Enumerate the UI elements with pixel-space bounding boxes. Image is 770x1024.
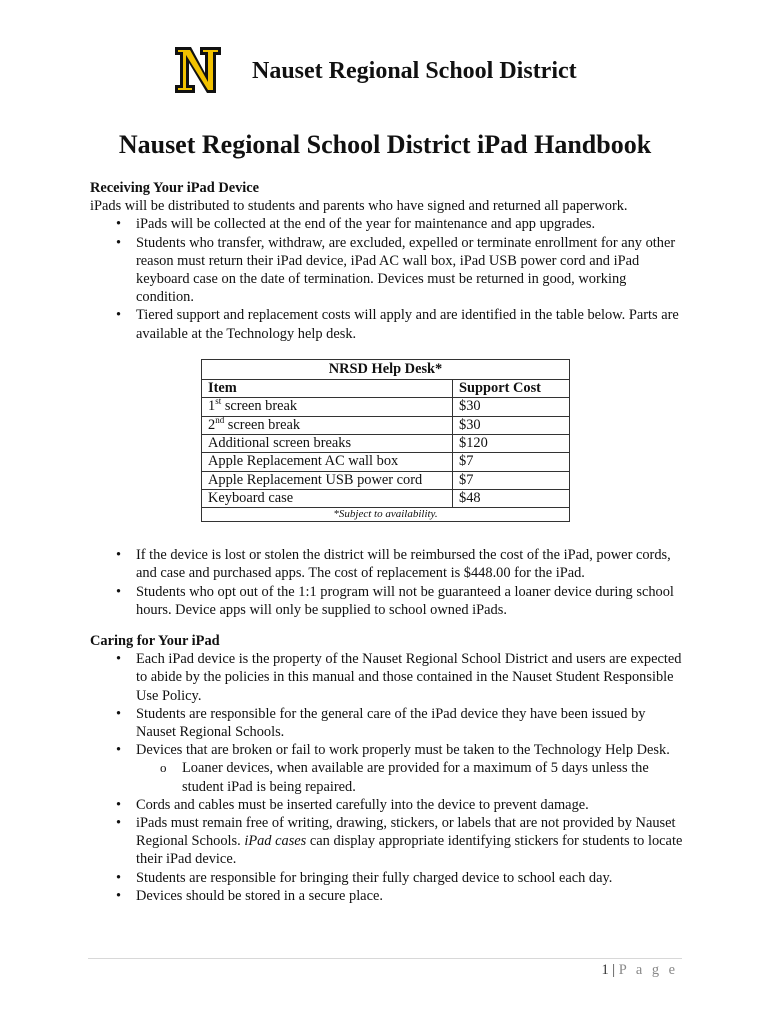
- table-footnote-row: [202, 508, 570, 522]
- list-item: • iPads must remain free of writing, drawing, stickers, or labels that are not provided by Nauset Regional Schools. iPad cases can display appropriate identifying stickers for students to locate their iPad device.: [136, 814, 685, 869]
- page-title: Nauset Regional School District iPad Handbook: [118, 130, 652, 159]
- support-cost-table: [201, 359, 570, 522]
- cost-cell: $120: [453, 435, 570, 453]
- bullet-list: [90, 546, 685, 619]
- item-cell: 1st screen break: [202, 398, 453, 416]
- list-item: • Cords and cables must be inserted carefully into the device to prevent damage.: [136, 796, 685, 814]
- item-cell: Apple Replacement USB power cord: [202, 471, 453, 489]
- footer-divider: [88, 958, 682, 959]
- table-row: [202, 416, 570, 434]
- list-item: • Tiered support and replacement costs will apply and are identified in the table below. Parts are available at the Technology help desk.: [136, 306, 685, 342]
- list-item: • Students who opt out of the 1:1 program will not be guaranteed a loaner device during school hours. Device apps will only be supplied to school owned iPads.: [136, 583, 685, 619]
- list-item: • Students are responsible for bringing their fully charged device to school each day.: [136, 869, 685, 887]
- district-logo: [175, 45, 221, 95]
- table-caption: NRSD Help Desk*: [202, 359, 570, 379]
- table-header-row: [202, 380, 570, 398]
- sub-list-item: o Loaner devices, when available are provided for a maximum of 5 days unless the student iPad is being repaired.: [182, 759, 685, 795]
- section-heading: Receiving Your iPad Device: [90, 180, 260, 196]
- list-item: • iPads will be collected at the end of the year for maintenance and app upgrades.: [136, 215, 685, 233]
- paragraph: iPads will be distributed to students and parents who have signed and returned all paperwork.: [90, 198, 628, 215]
- item-cell: Keyboard case: [202, 489, 453, 507]
- table-caption-row: [202, 359, 570, 379]
- logo-inner: [178, 50, 218, 90]
- cost-cell: $30: [453, 416, 570, 434]
- cost-cell: $7: [453, 453, 570, 471]
- table-footnote: *Subject to availability.: [202, 508, 570, 522]
- column-header-item: Item: [202, 380, 453, 398]
- district-name: Nauset Regional School District: [252, 58, 577, 84]
- page-word: P a g e: [618, 962, 678, 978]
- item-cell: Apple Replacement AC wall box: [202, 453, 453, 471]
- list-item: • Devices that are broken or fail to work properly must be taken to the Technology Help Desk. o Loaner devices, when available are provided for a maximum of 5 days unless the student iPad is being repaired.: [136, 741, 685, 796]
- item-cell: Additional screen breaks: [202, 435, 453, 453]
- table-row: [202, 471, 570, 489]
- column-header-cost: Support Cost: [453, 380, 570, 398]
- bullet-list: [90, 215, 685, 342]
- list-item: • Devices should be stored in a secure place.: [136, 887, 685, 905]
- list-item: • Students are responsible for the general care of the iPad device they have been issued by Nauset Regional Schools.: [136, 705, 685, 741]
- table-row: [202, 453, 570, 471]
- cost-cell: $48: [453, 489, 570, 507]
- table-row: [202, 435, 570, 453]
- list-item: • Each iPad device is the property of the Nauset Regional School District and users are expected to abide by the policies in this manual and those contained in the Nauset Student Responsible Use Policy.: [136, 650, 685, 705]
- list-item: • If the device is lost or stolen the district will be reimbursed the cost of the iPad, power cords, and case and purchased apps. The cost of replacement is $448.00 for the iPad.: [136, 546, 685, 582]
- section-caring: [90, 632, 685, 905]
- table-row: [202, 489, 570, 507]
- bullet-list: [90, 650, 685, 905]
- sub-bullet-list: [136, 759, 685, 795]
- table-row: [202, 398, 570, 416]
- section-heading: Caring for Your iPad: [90, 633, 220, 649]
- item-cell: 2nd screen break: [202, 416, 453, 434]
- section-receiving: [90, 179, 685, 619]
- list-item: • Students who transfer, withdraw, are excluded, expelled or terminate enrollment for any other reason must return their iPad device, iPad AC wall box, iPad USB power cord and iPad keyboard case on the date of termination. Devices must be returned in good, working condition.: [136, 234, 685, 307]
- cost-cell: $30: [453, 398, 570, 416]
- cost-cell: $7: [453, 471, 570, 489]
- page-footer: 1 | P a g e: [601, 962, 678, 978]
- page-number: 1: [601, 962, 609, 978]
